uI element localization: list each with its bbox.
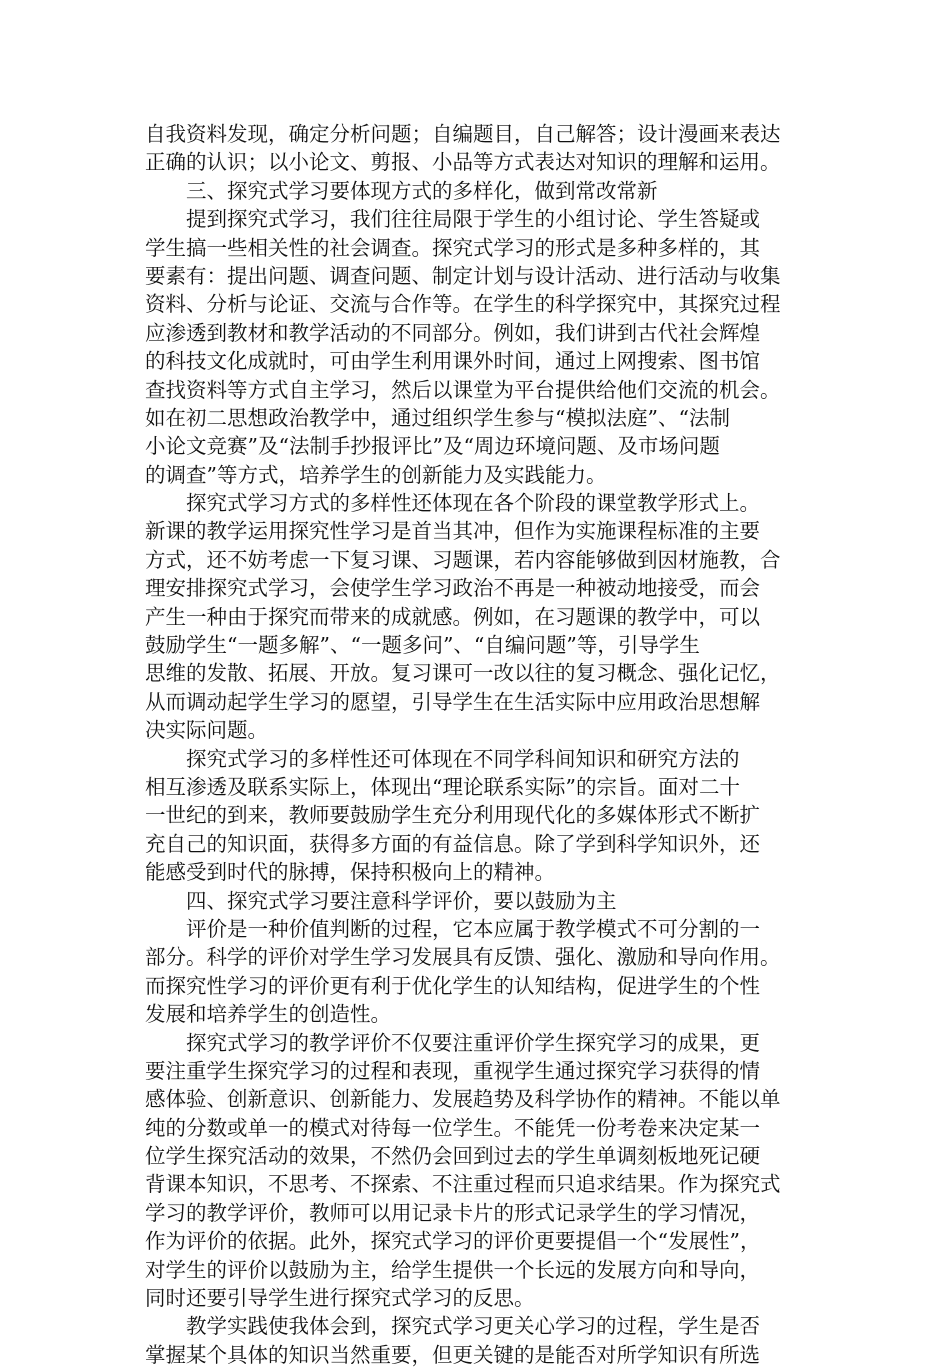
- text-line: 的科技文化成就时，可由学生利用课外时间，通过上网搜索、图书馆: [145, 349, 760, 374]
- text-line: 思维的发散、拓展、开放。复习课可一改以往的复习概念、强化记忆，: [145, 661, 781, 686]
- text-line: 学习的教学评价，教师可以用记录卡片的形式记录学生的学习情况，: [145, 1200, 760, 1225]
- text-line: 同时还要引导学生进行探究式学习的反思。: [145, 1286, 535, 1311]
- text-line: 能感受到时代的脉搏，保持积极向上的精神。: [145, 860, 555, 885]
- document-body: [145, 120, 810, 1369]
- text-line: 部分。科学的评价对学生学习发展具有反馈、强化、激励和导向作用。: [145, 945, 781, 970]
- text-line: 探究式学习的教学评价不仅要注重评价学生探究学习的成果，更: [186, 1030, 760, 1055]
- text-line: 纯的分数或单一的模式对待每一位学生。不能凭一份考卷来决定某一: [145, 1115, 760, 1140]
- text-line: 新课的教学运用探究性学习是首当其冲，但作为实施课程标准的主要: [145, 519, 760, 544]
- text-line: 如在初二思想政治教学中，通过组织学生参与“模拟法庭”、“法制: [145, 405, 730, 430]
- text-line: 查找资料等方式自主学习，然后以课堂为平台提供给他们交流的机会。: [145, 377, 781, 402]
- text-line: 充自己的知识面，获得多方面的有益信息。除了学到科学知识外，还: [145, 831, 760, 856]
- text-line: 方式，还不妨考虑一下复习课、习题课，若内容能够做到因材施教，合: [145, 547, 781, 572]
- text-line: 教学实践使我体会到，探究式学习更关心学习的过程，学生是否: [186, 1314, 760, 1339]
- text-line: 要注重学生探究学习的过程和表现，重视学生通过探究学习获得的情: [145, 1058, 760, 1083]
- text-line: 一世纪的到来，教师要鼓励学生充分利用现代化的多媒体形式不断扩: [145, 803, 760, 828]
- text-line: 感体验、创新意识、创新能力、发展趋势及科学协作的精神。不能以单: [145, 1087, 781, 1112]
- text-line: 而探究性学习的评价更有利于优化学生的认知结构，促进学生的个性: [145, 973, 760, 998]
- text-line: 评价是一种价值判断的过程，它本应属于教学模式不可分割的一: [186, 916, 760, 941]
- text-line: 掌握某个具体的知识当然重要，但更关键的是能否对所学知识有所选: [145, 1342, 760, 1367]
- text-line: 产生一种由于探究而带来的成就感。例如，在习题课的教学中，可以: [145, 604, 760, 629]
- text-line: 四、探究式学习要注意科学评价，要以鼓励为主: [186, 888, 617, 913]
- text-line: 三、探究式学习要体现方式的多样化，做到常改常新: [186, 178, 658, 203]
- text-line: 背课本知识，不思考、不探索、不注重过程而只追求结果。作为探究式: [145, 1172, 781, 1197]
- text-line: 理安排探究式学习，会使学生学习政治不再是一种被动地接受，而会: [145, 576, 760, 601]
- text-line: 要素有：提出问题、调查问题、制定计划与设计活动、进行活动与收集: [145, 263, 781, 288]
- text-line: 鼓励学生“一题多解”、“一题多问”、“自编问题”等，引导学生: [145, 633, 700, 658]
- text-line: 小论文竞赛”及“法制手抄报评比”及“周边环境问题、及市场问题: [145, 434, 720, 459]
- text-line: 作为评价的依据。此外，探究式学习的评价更要提倡一个“发展性”，: [145, 1229, 761, 1254]
- text-line: 自我资料发现，确定分析问题；自编题目，自己解答；设计漫画来表达: [145, 122, 781, 146]
- text-line: 发展和培养学生的创造性。: [145, 1002, 391, 1027]
- text-line: 资料、分析与论证、交流与合作等。在学生的科学探究中，其探究过程: [145, 292, 781, 317]
- text-line: 正确的认识；以小论文、剪报、小品等方式表达对知识的理解和运用。: [145, 150, 781, 175]
- text-line: 提到探究式学习，我们往往局限于学生的小组讨论、学生答疑或: [186, 207, 760, 232]
- text-line: 应渗透到教材和教学活动的不同部分。例如，我们讲到古代社会辉煌: [145, 320, 760, 345]
- text-line: 从而调动起学生学习的愿望，引导学生在生活实际中应用政治思想解: [145, 689, 760, 714]
- text-line: 位学生探究活动的效果，不然仍会回到过去的学生单调刻板地死记硬: [145, 1144, 760, 1169]
- text-line: 决实际问题。: [145, 718, 268, 743]
- text-line: 对学生的评价以鼓励为主，给学生提供一个长远的发展方向和导向，: [145, 1257, 760, 1282]
- text-line: 学生搞一些相关性的社会调查。探究式学习的形式是多种多样的，其: [145, 235, 760, 260]
- text-line: 的调查”等方式，培养学生的创新能力及实践能力。: [145, 462, 607, 487]
- text-line: 探究式学习的多样性还可体现在不同学科间知识和研究方法的: [186, 746, 740, 771]
- text-line: 相互渗透及联系实际上，体现出“理论联系实际”的宗旨。面对二十: [145, 774, 740, 799]
- text-line: 探究式学习方式的多样性还体现在各个阶段的课堂教学形式上。: [186, 491, 760, 516]
